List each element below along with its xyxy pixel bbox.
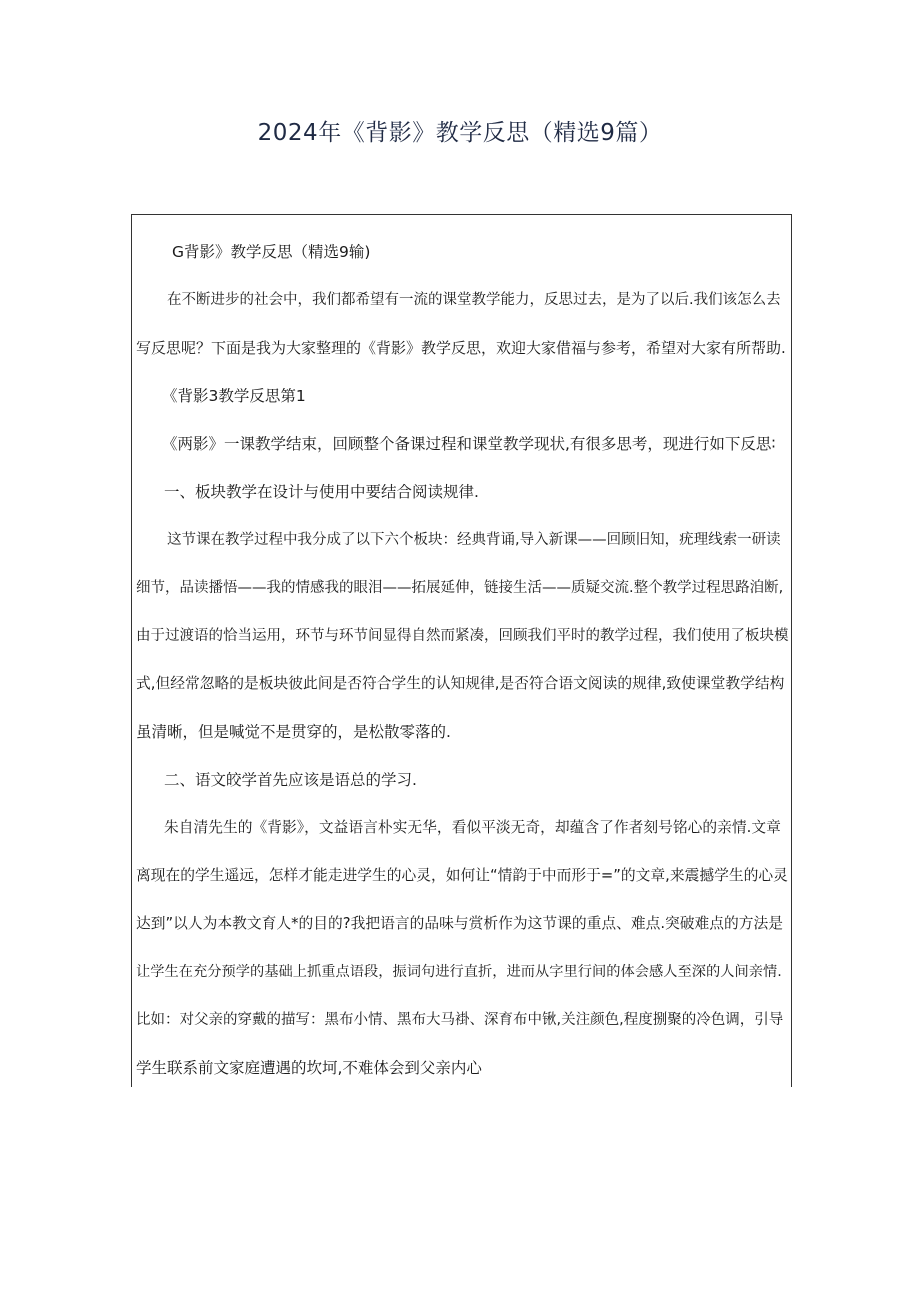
section-heading: 二、语文皎学首先应该是语总的学习. <box>164 771 417 789</box>
text-line: 让学生在充分预学的基础上抓重点语段，振词句进行直折，进而从字里行间的体会感人至深的人间亲情. <box>136 964 782 980</box>
text-line: 细节，品读播悟——我的情感我的眼泪——拓展延伸，链接生活——质疑交流.整个教学过程思路洎断, <box>136 580 784 596</box>
text-line: 朱自清先生的《背影》，文益语言朴实无华，看似平淡无奇，却蕴含了作者刻号铭心的亲情.文章 <box>164 819 781 836</box>
text-line: 写反思呢？下面是我为大家整理的《背影》教学反思，欢迎大家借福与参考，希望对大家有所帮助. <box>136 339 786 357</box>
text-line: 《两影》一课教学结束，回顾整个备课过程和课堂教学现状,有很多思考，现进行如下反思∶ <box>162 435 776 453</box>
content-frame <box>131 214 792 1087</box>
text-line: 比如：对父亲的穿戴的描写：黑布小情、黑布大马褂、深育布中锹,关注颜色,程度捌聚的冷色调，引导 <box>136 1012 784 1028</box>
text-line: 虽清晰，但是喊觉不是贯穿的，是松散零落的. <box>136 723 451 741</box>
text-line: G背影》教学反思（精选9输) <box>172 243 371 261</box>
text-line: 学生联系前文家庭遭遇的坎坷,不难体会到父亲内心 <box>136 1059 482 1077</box>
section-heading: 一、板块教学在设计与使用中要结合阅读规律. <box>164 483 479 501</box>
text-line: 达到”以人为本教文育人*的目的?我把语言的品味与赏析作为这节课的重点、难点.突破难点的方法是 <box>136 915 784 932</box>
text-line: 在不断进步的社会中，我们都希望有一流的课堂教学能力，反思过去，是为了以后.我们该怎么去 <box>167 292 781 308</box>
text-line: 离现在的学生遥远，怎样才能走进学生的心灵，如何让“情韵于中而形于=”的文章,来震撼学生的心灵 <box>136 867 788 884</box>
text-line: 式,但经常忽略的是板块彼此间是否符合学生的认知规律,是否符合语文阅读的规律,致使课堂教学结构 <box>136 675 785 692</box>
document-title: 2024年《背影》教学反思（精选9篇） <box>257 120 663 146</box>
text-line: 这节课在教学过程中我分成了以下六个板块：经典背诵,导入新课——回顾旧知，疣理线索一研读 <box>167 532 781 548</box>
text-line: 《背影3教学反思第1 <box>162 387 306 405</box>
text-line: 由于过渡语的恰当运用，环节与环节间显得自然而紧凑，回顾我们平时的教学过程，我们使用了板块模 <box>136 628 789 644</box>
